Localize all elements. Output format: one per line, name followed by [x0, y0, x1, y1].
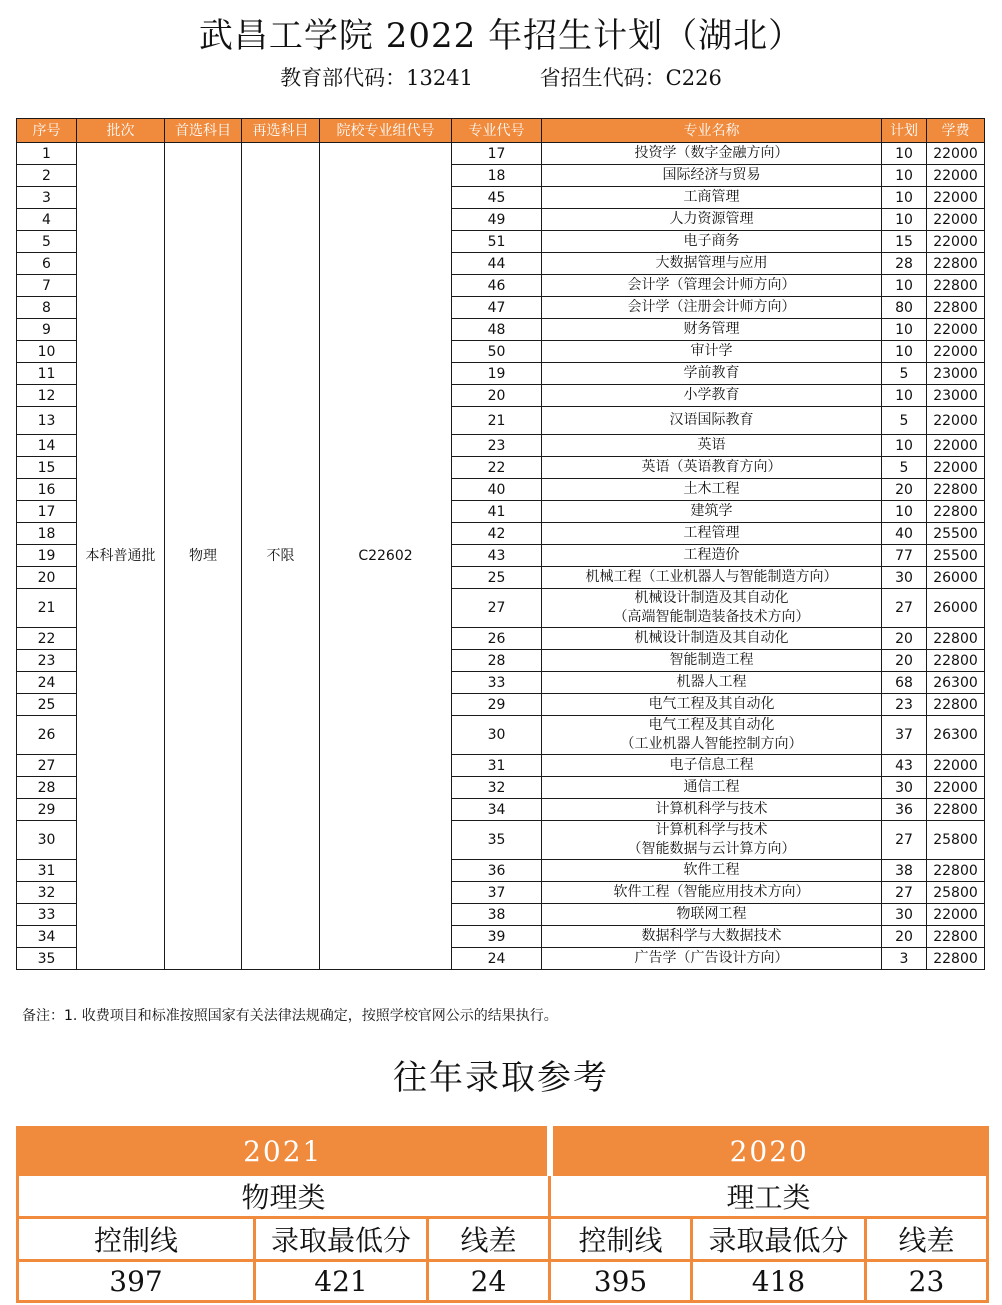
major-name-line: 电气工程及其自动化 — [648, 696, 775, 712]
row-major-name — [542, 297, 882, 319]
row-major-code: 19 — [452, 363, 542, 385]
row-fee: 26300 — [927, 716, 985, 755]
min-score-label-2020: 录取最低分 — [692, 1218, 866, 1261]
category-row — [18, 1175, 988, 1218]
major-name-line: 机械工程（工业机器人与智能制造方向） — [585, 569, 838, 585]
row-major-code: 17 — [452, 143, 542, 165]
row-fee: 23000 — [927, 363, 985, 385]
row-seq: 18 — [17, 523, 77, 545]
row-fee: 22000 — [927, 435, 985, 457]
row-major-name — [542, 777, 882, 799]
row-seq: 11 — [17, 363, 77, 385]
row-seq: 25 — [17, 694, 77, 716]
group-code-cell: C22602 — [320, 143, 452, 970]
row-major-name — [542, 672, 882, 694]
row-plan: 68 — [882, 672, 927, 694]
row-seq: 2 — [17, 165, 77, 187]
row-fee: 22000 — [927, 341, 985, 363]
diff-label-2020: 线差 — [866, 1218, 988, 1261]
row-plan: 30 — [882, 567, 927, 589]
diff-label-2021: 线差 — [428, 1218, 550, 1261]
row-plan: 27 — [882, 589, 927, 628]
row-major-name — [542, 407, 882, 435]
row-seq: 26 — [17, 716, 77, 755]
row-plan: 43 — [882, 755, 927, 777]
row-major-name — [542, 479, 882, 501]
row-fee: 25800 — [927, 882, 985, 904]
enrollment-plan-table — [16, 118, 985, 970]
row-fee: 22000 — [927, 457, 985, 479]
row-major-name — [542, 545, 882, 567]
row-fee: 22000 — [927, 777, 985, 799]
major-name-line: 广告学（广告设计方向） — [634, 950, 789, 966]
table-row — [17, 143, 985, 165]
row-fee: 22000 — [927, 143, 985, 165]
major-name-line: 计算机科学与技术 — [655, 801, 768, 817]
row-major-name — [542, 716, 882, 755]
row-plan: 80 — [882, 297, 927, 319]
header-plan: 计划 — [882, 119, 927, 143]
row-plan: 10 — [882, 187, 927, 209]
row-fee: 26000 — [927, 567, 985, 589]
row-plan: 3 — [882, 948, 927, 970]
row-major-code: 45 — [452, 187, 542, 209]
row-seq: 4 — [17, 209, 77, 231]
row-major-name — [542, 882, 882, 904]
row-plan: 37 — [882, 716, 927, 755]
row-major-name — [542, 231, 882, 253]
row-seq: 15 — [17, 457, 77, 479]
row-plan: 36 — [882, 799, 927, 821]
major-name-line: 机械设计制造及其自动化 — [634, 630, 789, 646]
header-seq: 序号 — [17, 119, 77, 143]
row-major-name — [542, 589, 882, 628]
major-name-line: 工商管理 — [683, 189, 740, 205]
row-major-code: 20 — [452, 385, 542, 407]
row-fee: 22800 — [927, 650, 985, 672]
control-line-2020: 395 — [550, 1261, 692, 1302]
row-seq: 16 — [17, 479, 77, 501]
row-fee: 23000 — [927, 385, 985, 407]
row-major-code: 35 — [452, 821, 542, 860]
row-major-name — [542, 755, 882, 777]
reference-value-row — [18, 1261, 988, 1302]
row-seq: 3 — [17, 187, 77, 209]
major-name-line: 计算机科学与技术 — [655, 822, 768, 838]
row-seq: 19 — [17, 545, 77, 567]
diff-2021: 24 — [428, 1261, 550, 1302]
major-name-line: 土木工程 — [683, 481, 740, 497]
row-major-code: 43 — [452, 545, 542, 567]
school-codes — [0, 62, 1002, 92]
page-title: 武昌工学院 2022 年招生计划（湖北） — [198, 16, 804, 56]
major-name-line: 智能制造工程 — [669, 652, 754, 668]
row-major-name — [542, 187, 882, 209]
row-plan: 10 — [882, 341, 927, 363]
row-fee: 22000 — [927, 209, 985, 231]
row-fee: 22800 — [927, 479, 985, 501]
row-seq: 24 — [17, 672, 77, 694]
row-major-name — [542, 385, 882, 407]
row-plan: 38 — [882, 860, 927, 882]
row-fee: 22000 — [927, 165, 985, 187]
row-seq: 13 — [17, 407, 77, 435]
row-major-name — [542, 143, 882, 165]
row-major-name — [542, 363, 882, 385]
header-fee: 学费 — [927, 119, 985, 143]
row-seq: 20 — [17, 567, 77, 589]
major-name-line: 财务管理 — [683, 321, 740, 337]
row-seq: 21 — [17, 589, 77, 628]
row-fee: 22000 — [927, 231, 985, 253]
year-2020: 2020 — [550, 1128, 988, 1175]
row-major-name — [542, 904, 882, 926]
major-name-line: 投资学（数字金融方向） — [634, 145, 789, 161]
major-name-direction: （高端智能制造装备技术方向） — [613, 609, 810, 625]
row-plan: 20 — [882, 926, 927, 948]
row-major-code: 25 — [452, 567, 542, 589]
row-plan: 27 — [882, 821, 927, 860]
row-major-code: 24 — [452, 948, 542, 970]
row-plan: 10 — [882, 275, 927, 297]
row-seq: 30 — [17, 821, 77, 860]
row-major-name — [542, 253, 882, 275]
row-major-code: 21 — [452, 407, 542, 435]
row-seq: 22 — [17, 628, 77, 650]
row-major-code: 30 — [452, 716, 542, 755]
header-batch: 批次 — [77, 119, 165, 143]
row-seq: 28 — [17, 777, 77, 799]
major-name-line: 建筑学 — [690, 503, 733, 519]
row-seq: 34 — [17, 926, 77, 948]
major-name-line: 数据科学与大数据技术 — [641, 928, 782, 944]
major-name-line: 人力资源管理 — [669, 211, 754, 227]
major-name-direction: （智能数据与云计算方向） — [627, 841, 796, 857]
major-name-line: 会计学（管理会计师方向） — [627, 277, 796, 293]
row-seq: 29 — [17, 799, 77, 821]
row-major-code: 49 — [452, 209, 542, 231]
row-major-name — [542, 567, 882, 589]
row-major-code: 44 — [452, 253, 542, 275]
major-name-line: 工程管理 — [683, 525, 740, 541]
row-seq: 32 — [17, 882, 77, 904]
row-fee: 22800 — [927, 275, 985, 297]
row-major-code: 41 — [452, 501, 542, 523]
footnote: 备注：1. 收费项目和标准按照国家有关法律法规确定，按照学校官网公示的结果执行。 — [22, 1008, 558, 1024]
header-first-subject: 首选科目 — [165, 119, 242, 143]
major-name-line: 物联网工程 — [676, 906, 747, 922]
row-major-name — [542, 275, 882, 297]
major-name-line: 国际经济与贸易 — [662, 167, 761, 183]
row-seq: 23 — [17, 650, 77, 672]
row-seq: 12 — [17, 385, 77, 407]
row-major-code: 33 — [452, 672, 542, 694]
major-name-line: 大数据管理与应用 — [655, 255, 768, 271]
row-major-name — [542, 821, 882, 860]
row-plan: 10 — [882, 165, 927, 187]
admission-reference-table — [16, 1126, 989, 1303]
row-fee: 22800 — [927, 799, 985, 821]
row-fee: 22800 — [927, 860, 985, 882]
row-fee: 22800 — [927, 253, 985, 275]
row-plan: 10 — [882, 501, 927, 523]
header-group-code: 院校专业组代号 — [320, 119, 452, 143]
row-major-code: 51 — [452, 231, 542, 253]
header-second-subject: 再选科目 — [242, 119, 320, 143]
second-subject-cell: 不限 — [242, 143, 320, 970]
row-major-name — [542, 319, 882, 341]
reference-title: 往年录取参考 — [393, 1058, 609, 1098]
major-name-line: 软件工程（智能应用技术方向） — [613, 884, 810, 900]
year-row — [18, 1128, 988, 1175]
row-seq: 5 — [17, 231, 77, 253]
major-name-line: 小学教育 — [683, 387, 740, 403]
major-name-line: 软件工程 — [683, 862, 740, 878]
row-major-name — [542, 209, 882, 231]
row-seq: 1 — [17, 143, 77, 165]
major-name-direction: （工业机器人智能控制方向） — [620, 736, 803, 752]
category-2021: 物理类 — [18, 1175, 550, 1218]
row-major-code: 32 — [452, 777, 542, 799]
row-fee: 22000 — [927, 187, 985, 209]
row-major-name — [542, 435, 882, 457]
row-major-code: 29 — [452, 694, 542, 716]
row-fee: 25500 — [927, 545, 985, 567]
row-seq: 14 — [17, 435, 77, 457]
control-line-label-2021: 控制线 — [18, 1218, 255, 1261]
row-major-code: 38 — [452, 904, 542, 926]
row-seq: 33 — [17, 904, 77, 926]
row-major-code: 42 — [452, 523, 542, 545]
row-plan: 10 — [882, 435, 927, 457]
min-score-2021: 421 — [255, 1261, 428, 1302]
row-fee: 26000 — [927, 589, 985, 628]
row-seq: 35 — [17, 948, 77, 970]
row-major-code: 50 — [452, 341, 542, 363]
row-plan: 10 — [882, 209, 927, 231]
row-major-name — [542, 628, 882, 650]
min-score-2020: 418 — [692, 1261, 866, 1302]
row-major-code: 39 — [452, 926, 542, 948]
row-plan: 27 — [882, 882, 927, 904]
row-fee: 22800 — [927, 628, 985, 650]
year-2021: 2021 — [18, 1128, 550, 1175]
row-fee: 22000 — [927, 904, 985, 926]
major-name-line: 机器人工程 — [676, 674, 747, 690]
major-name-line: 英语 — [697, 437, 726, 453]
row-fee: 25800 — [927, 821, 985, 860]
row-fee: 22000 — [927, 407, 985, 435]
row-major-code: 28 — [452, 650, 542, 672]
batch-cell: 本科普通批 — [77, 143, 165, 970]
category-2020: 理工类 — [550, 1175, 988, 1218]
first-subject-cell: 物理 — [165, 143, 242, 970]
diff-2020: 23 — [866, 1261, 988, 1302]
row-fee: 26300 — [927, 672, 985, 694]
header-major-name: 专业名称 — [542, 119, 882, 143]
row-plan: 10 — [882, 143, 927, 165]
row-plan: 15 — [882, 231, 927, 253]
row-plan: 20 — [882, 479, 927, 501]
row-major-name — [542, 860, 882, 882]
plan-header-row — [17, 119, 985, 143]
row-major-name — [542, 165, 882, 187]
row-plan: 28 — [882, 253, 927, 275]
row-major-code: 34 — [452, 799, 542, 821]
control-line-label-2020: 控制线 — [550, 1218, 692, 1261]
row-seq: 8 — [17, 297, 77, 319]
row-major-name — [542, 694, 882, 716]
row-seq: 6 — [17, 253, 77, 275]
row-major-name — [542, 501, 882, 523]
row-seq: 31 — [17, 860, 77, 882]
min-score-label-2021: 录取最低分 — [255, 1218, 428, 1261]
header-major-code: 专业代号 — [452, 119, 542, 143]
row-fee: 22800 — [927, 297, 985, 319]
row-plan: 20 — [882, 650, 927, 672]
row-major-code: 40 — [452, 479, 542, 501]
row-seq: 27 — [17, 755, 77, 777]
row-major-code: 48 — [452, 319, 542, 341]
row-major-code: 27 — [452, 589, 542, 628]
row-major-name — [542, 650, 882, 672]
row-major-code: 18 — [452, 165, 542, 187]
row-major-code: 26 — [452, 628, 542, 650]
row-plan: 10 — [882, 385, 927, 407]
row-fee: 22800 — [927, 501, 985, 523]
row-seq: 10 — [17, 341, 77, 363]
row-plan: 23 — [882, 694, 927, 716]
row-plan: 5 — [882, 407, 927, 435]
row-fee: 22800 — [927, 948, 985, 970]
row-plan: 30 — [882, 904, 927, 926]
row-major-code: 36 — [452, 860, 542, 882]
row-fee: 22800 — [927, 926, 985, 948]
row-plan: 5 — [882, 457, 927, 479]
row-major-name — [542, 948, 882, 970]
row-plan: 20 — [882, 628, 927, 650]
major-name-line: 通信工程 — [683, 779, 740, 795]
major-name-line: 审计学 — [690, 343, 733, 359]
major-name-line: 会计学（注册会计师方向） — [627, 299, 796, 315]
row-fee: 22000 — [927, 755, 985, 777]
row-plan: 5 — [882, 363, 927, 385]
row-fee: 25500 — [927, 523, 985, 545]
row-major-name — [542, 799, 882, 821]
control-line-2021: 397 — [18, 1261, 255, 1302]
major-name-line: 电气工程及其自动化 — [648, 717, 775, 733]
row-major-code: 46 — [452, 275, 542, 297]
row-major-code: 47 — [452, 297, 542, 319]
major-name-line: 学前教育 — [683, 365, 740, 381]
row-major-name — [542, 341, 882, 363]
row-major-code: 37 — [452, 882, 542, 904]
major-name-line: 电子商务 — [683, 233, 740, 249]
row-plan: 40 — [882, 523, 927, 545]
major-name-line: 汉语国际教育 — [669, 412, 754, 428]
row-seq: 7 — [17, 275, 77, 297]
row-major-name — [542, 457, 882, 479]
row-plan: 77 — [882, 545, 927, 567]
row-plan: 10 — [882, 319, 927, 341]
row-major-name — [542, 926, 882, 948]
ministry-code: 教育部代码：13241 — [280, 66, 473, 90]
row-seq: 17 — [17, 501, 77, 523]
row-major-name — [542, 523, 882, 545]
row-major-code: 22 — [452, 457, 542, 479]
row-plan: 30 — [882, 777, 927, 799]
reference-header-row — [18, 1218, 988, 1261]
row-seq: 9 — [17, 319, 77, 341]
major-name-line: 工程造价 — [683, 547, 740, 563]
major-name-line: 机械设计制造及其自动化 — [634, 590, 789, 606]
province-code: 省招生代码：C226 — [539, 66, 722, 90]
row-major-code: 31 — [452, 755, 542, 777]
row-fee: 22000 — [927, 319, 985, 341]
major-name-line: 英语（英语教育方向） — [641, 459, 782, 475]
major-name-line: 电子信息工程 — [669, 757, 754, 773]
row-major-code: 23 — [452, 435, 542, 457]
row-fee: 22800 — [927, 694, 985, 716]
